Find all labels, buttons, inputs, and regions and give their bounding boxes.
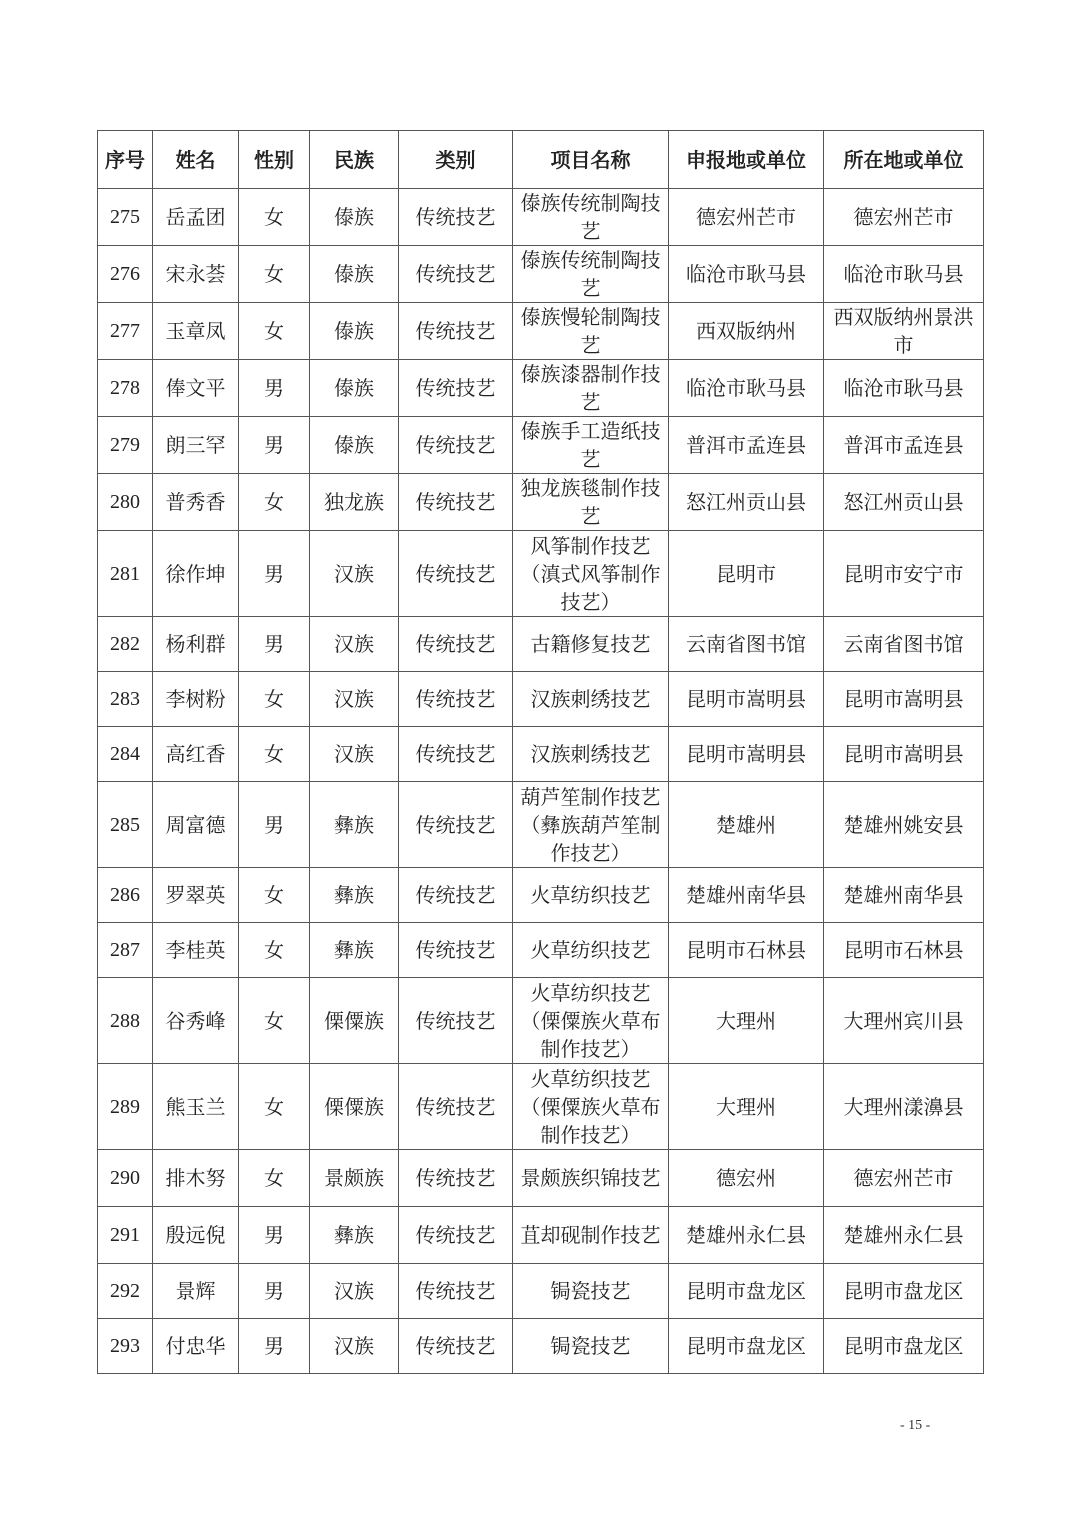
cell-applicant: 昆明市盘龙区: [669, 1319, 824, 1374]
cell-applicant: 普洱市孟连县: [669, 417, 824, 474]
table-row: [98, 246, 984, 303]
cell-applicant: 昆明市石林县: [669, 923, 824, 978]
table-row: [98, 782, 984, 868]
cell-ethnicity: 彝族: [310, 868, 399, 923]
cell-applicant: 大理州: [669, 1064, 824, 1150]
cell-applicant: 昆明市盘龙区: [669, 1264, 824, 1319]
cell-project: 火草纺织技艺: [513, 868, 669, 923]
cell-gender: 男: [239, 417, 310, 474]
page-number: - 15 -: [900, 1418, 931, 1433]
cell-applicant: 云南省图书馆: [669, 617, 824, 672]
table-row: [98, 672, 984, 727]
table-row: [98, 531, 984, 617]
cell-name: 罗翠英: [153, 868, 239, 923]
cell-ethnicity: 彝族: [310, 923, 399, 978]
cell-name: 岳孟团: [153, 189, 239, 246]
cell-name: 殷远倪: [153, 1207, 239, 1264]
header-project: 项目名称: [513, 131, 669, 189]
cell-seq: 279: [98, 417, 153, 474]
cell-name: 朗三罕: [153, 417, 239, 474]
table-row: [98, 1064, 984, 1150]
cell-gender: 男: [239, 1207, 310, 1264]
cell-project: 汉族刺绣技艺: [513, 727, 669, 782]
cell-location: 楚雄州南华县: [824, 868, 984, 923]
table-row: [98, 923, 984, 978]
cell-project: 锔瓷技艺: [513, 1264, 669, 1319]
header-name: 姓名: [153, 131, 239, 189]
cell-ethnicity: 傣族: [310, 303, 399, 360]
cell-seq: 286: [98, 868, 153, 923]
cell-seq: 289: [98, 1064, 153, 1150]
cell-project: 傣族慢轮制陶技艺: [513, 303, 669, 360]
header-row: [98, 131, 984, 189]
cell-seq: 292: [98, 1264, 153, 1319]
cell-gender: 男: [239, 617, 310, 672]
cell-name: 付忠华: [153, 1319, 239, 1374]
cell-name: 徐作坤: [153, 531, 239, 617]
table-row: [98, 189, 984, 246]
cell-category: 传统技艺: [399, 782, 513, 868]
cell-applicant: 德宏州: [669, 1150, 824, 1207]
cell-category: 传统技艺: [399, 1319, 513, 1374]
cell-project: 古籍修复技艺: [513, 617, 669, 672]
table-row: [98, 868, 984, 923]
cell-location: 楚雄州永仁县: [824, 1207, 984, 1264]
cell-location: 昆明市安宁市: [824, 531, 984, 617]
cell-seq: 288: [98, 978, 153, 1064]
header-location: 所在地或单位: [824, 131, 984, 189]
cell-gender: 女: [239, 303, 310, 360]
cell-seq: 293: [98, 1319, 153, 1374]
cell-location: 德宏州芒市: [824, 1150, 984, 1207]
cell-category: 传统技艺: [399, 360, 513, 417]
table-row: [98, 1264, 984, 1319]
cell-location: 大理州漾濞县: [824, 1064, 984, 1150]
cell-project: 锔瓷技艺: [513, 1319, 669, 1374]
cell-category: 传统技艺: [399, 1207, 513, 1264]
header-seq: 序号: [98, 131, 153, 189]
table-row: [98, 617, 984, 672]
cell-name: 李树粉: [153, 672, 239, 727]
cell-ethnicity: 傣族: [310, 246, 399, 303]
table-row: [98, 1207, 984, 1264]
cell-category: 传统技艺: [399, 474, 513, 531]
cell-location: 西双版纳州景洪市: [824, 303, 984, 360]
cell-category: 传统技艺: [399, 617, 513, 672]
cell-ethnicity: 彝族: [310, 782, 399, 868]
cell-seq: 290: [98, 1150, 153, 1207]
cell-ethnicity: 汉族: [310, 1319, 399, 1374]
cell-ethnicity: 汉族: [310, 531, 399, 617]
cell-project: 傣族传统制陶技艺: [513, 189, 669, 246]
table-row: [98, 360, 984, 417]
cell-category: 传统技艺: [399, 868, 513, 923]
cell-ethnicity: 景颇族: [310, 1150, 399, 1207]
cell-seq: 287: [98, 923, 153, 978]
cell-seq: 276: [98, 246, 153, 303]
cell-gender: 女: [239, 1150, 310, 1207]
cell-applicant: 西双版纳州: [669, 303, 824, 360]
cell-location: 德宏州芒市: [824, 189, 984, 246]
cell-location: 怒江州贡山县: [824, 474, 984, 531]
cell-ethnicity: 汉族: [310, 727, 399, 782]
cell-applicant: 临沧市耿马县: [669, 246, 824, 303]
header-category: 类别: [399, 131, 513, 189]
header-applicant: 申报地或单位: [669, 131, 824, 189]
header-ethnicity: 民族: [310, 131, 399, 189]
cell-category: 传统技艺: [399, 1264, 513, 1319]
cell-gender: 女: [239, 672, 310, 727]
cell-applicant: 楚雄州南华县: [669, 868, 824, 923]
cell-gender: 男: [239, 531, 310, 617]
cell-ethnicity: 傈僳族: [310, 1064, 399, 1150]
cell-ethnicity: 独龙族: [310, 474, 399, 531]
cell-project: 景颇族织锦技艺: [513, 1150, 669, 1207]
cell-applicant: 昆明市嵩明县: [669, 672, 824, 727]
cell-name: 排木努: [153, 1150, 239, 1207]
cell-location: 昆明市嵩明县: [824, 727, 984, 782]
cell-category: 传统技艺: [399, 727, 513, 782]
cell-category: 传统技艺: [399, 189, 513, 246]
cell-gender: 女: [239, 1064, 310, 1150]
cell-ethnicity: 汉族: [310, 672, 399, 727]
cell-location: 临沧市耿马县: [824, 360, 984, 417]
cell-location: 昆明市嵩明县: [824, 672, 984, 727]
cell-seq: 284: [98, 727, 153, 782]
cell-name: 谷秀峰: [153, 978, 239, 1064]
cell-gender: 女: [239, 868, 310, 923]
cell-seq: 283: [98, 672, 153, 727]
cell-applicant: 大理州: [669, 978, 824, 1064]
cell-project: 独龙族毯制作技艺: [513, 474, 669, 531]
cell-gender: 女: [239, 474, 310, 531]
cell-gender: 男: [239, 360, 310, 417]
cell-ethnicity: 傣族: [310, 360, 399, 417]
cell-category: 传统技艺: [399, 417, 513, 474]
cell-project: 风筝制作技艺（滇式风筝制作技艺）: [513, 531, 669, 617]
cell-name: 俸文平: [153, 360, 239, 417]
cell-name: 周富德: [153, 782, 239, 868]
cell-gender: 男: [239, 1319, 310, 1374]
table-body: [98, 189, 984, 1374]
cell-location: 昆明市石林县: [824, 923, 984, 978]
cell-seq: 275: [98, 189, 153, 246]
cell-applicant: 楚雄州永仁县: [669, 1207, 824, 1264]
cell-gender: 男: [239, 782, 310, 868]
cell-ethnicity: 汉族: [310, 1264, 399, 1319]
cell-applicant: 怒江州贡山县: [669, 474, 824, 531]
cell-applicant: 昆明市: [669, 531, 824, 617]
table-row: [98, 978, 984, 1064]
table-row: [98, 303, 984, 360]
cell-location: 临沧市耿马县: [824, 246, 984, 303]
cell-seq: 277: [98, 303, 153, 360]
cell-project: 火草纺织技艺（傈僳族火草布制作技艺）: [513, 978, 669, 1064]
cell-name: 宋永荟: [153, 246, 239, 303]
roster-table-container: [97, 130, 983, 1374]
cell-project: 火草纺织技艺: [513, 923, 669, 978]
cell-ethnicity: 傣族: [310, 189, 399, 246]
cell-name: 李桂英: [153, 923, 239, 978]
cell-name: 高红香: [153, 727, 239, 782]
cell-project: 汉族刺绣技艺: [513, 672, 669, 727]
cell-category: 传统技艺: [399, 246, 513, 303]
header-gender: 性别: [239, 131, 310, 189]
cell-project: 傣族手工造纸技艺: [513, 417, 669, 474]
cell-project: 火草纺织技艺（傈僳族火草布制作技艺）: [513, 1064, 669, 1150]
cell-name: 杨利群: [153, 617, 239, 672]
cell-seq: 280: [98, 474, 153, 531]
cell-project: 苴却砚制作技艺: [513, 1207, 669, 1264]
cell-category: 传统技艺: [399, 303, 513, 360]
cell-name: 熊玉兰: [153, 1064, 239, 1150]
cell-category: 传统技艺: [399, 978, 513, 1064]
cell-location: 普洱市孟连县: [824, 417, 984, 474]
cell-project: 葫芦笙制作技艺（彝族葫芦笙制作技艺）: [513, 782, 669, 868]
cell-category: 传统技艺: [399, 923, 513, 978]
cell-category: 传统技艺: [399, 1064, 513, 1150]
table-row: [98, 417, 984, 474]
cell-category: 传统技艺: [399, 531, 513, 617]
cell-applicant: 临沧市耿马县: [669, 360, 824, 417]
table-row: [98, 1150, 984, 1207]
cell-gender: 女: [239, 246, 310, 303]
cell-location: 楚雄州姚安县: [824, 782, 984, 868]
cell-project: 傣族传统制陶技艺: [513, 246, 669, 303]
cell-location: 昆明市盘龙区: [824, 1264, 984, 1319]
cell-applicant: 楚雄州: [669, 782, 824, 868]
cell-name: 玉章凤: [153, 303, 239, 360]
cell-seq: 291: [98, 1207, 153, 1264]
cell-project: 傣族漆器制作技艺: [513, 360, 669, 417]
table-row: [98, 727, 984, 782]
cell-seq: 282: [98, 617, 153, 672]
cell-gender: 女: [239, 189, 310, 246]
cell-category: 传统技艺: [399, 1150, 513, 1207]
cell-ethnicity: 汉族: [310, 617, 399, 672]
cell-location: 昆明市盘龙区: [824, 1319, 984, 1374]
cell-ethnicity: 傣族: [310, 417, 399, 474]
cell-location: 云南省图书馆: [824, 617, 984, 672]
cell-gender: 女: [239, 923, 310, 978]
table-row: [98, 474, 984, 531]
cell-category: 传统技艺: [399, 672, 513, 727]
cell-seq: 278: [98, 360, 153, 417]
cell-applicant: 昆明市嵩明县: [669, 727, 824, 782]
cell-applicant: 德宏州芒市: [669, 189, 824, 246]
cell-gender: 女: [239, 978, 310, 1064]
cell-ethnicity: 傈僳族: [310, 978, 399, 1064]
cell-seq: 281: [98, 531, 153, 617]
cell-gender: 男: [239, 1264, 310, 1319]
cell-gender: 女: [239, 727, 310, 782]
cell-name: 普秀香: [153, 474, 239, 531]
cell-ethnicity: 彝族: [310, 1207, 399, 1264]
table-row: [98, 1319, 984, 1374]
inheritor-table: [97, 130, 984, 1374]
cell-seq: 285: [98, 782, 153, 868]
cell-location: 大理州宾川县: [824, 978, 984, 1064]
cell-name: 景辉: [153, 1264, 239, 1319]
